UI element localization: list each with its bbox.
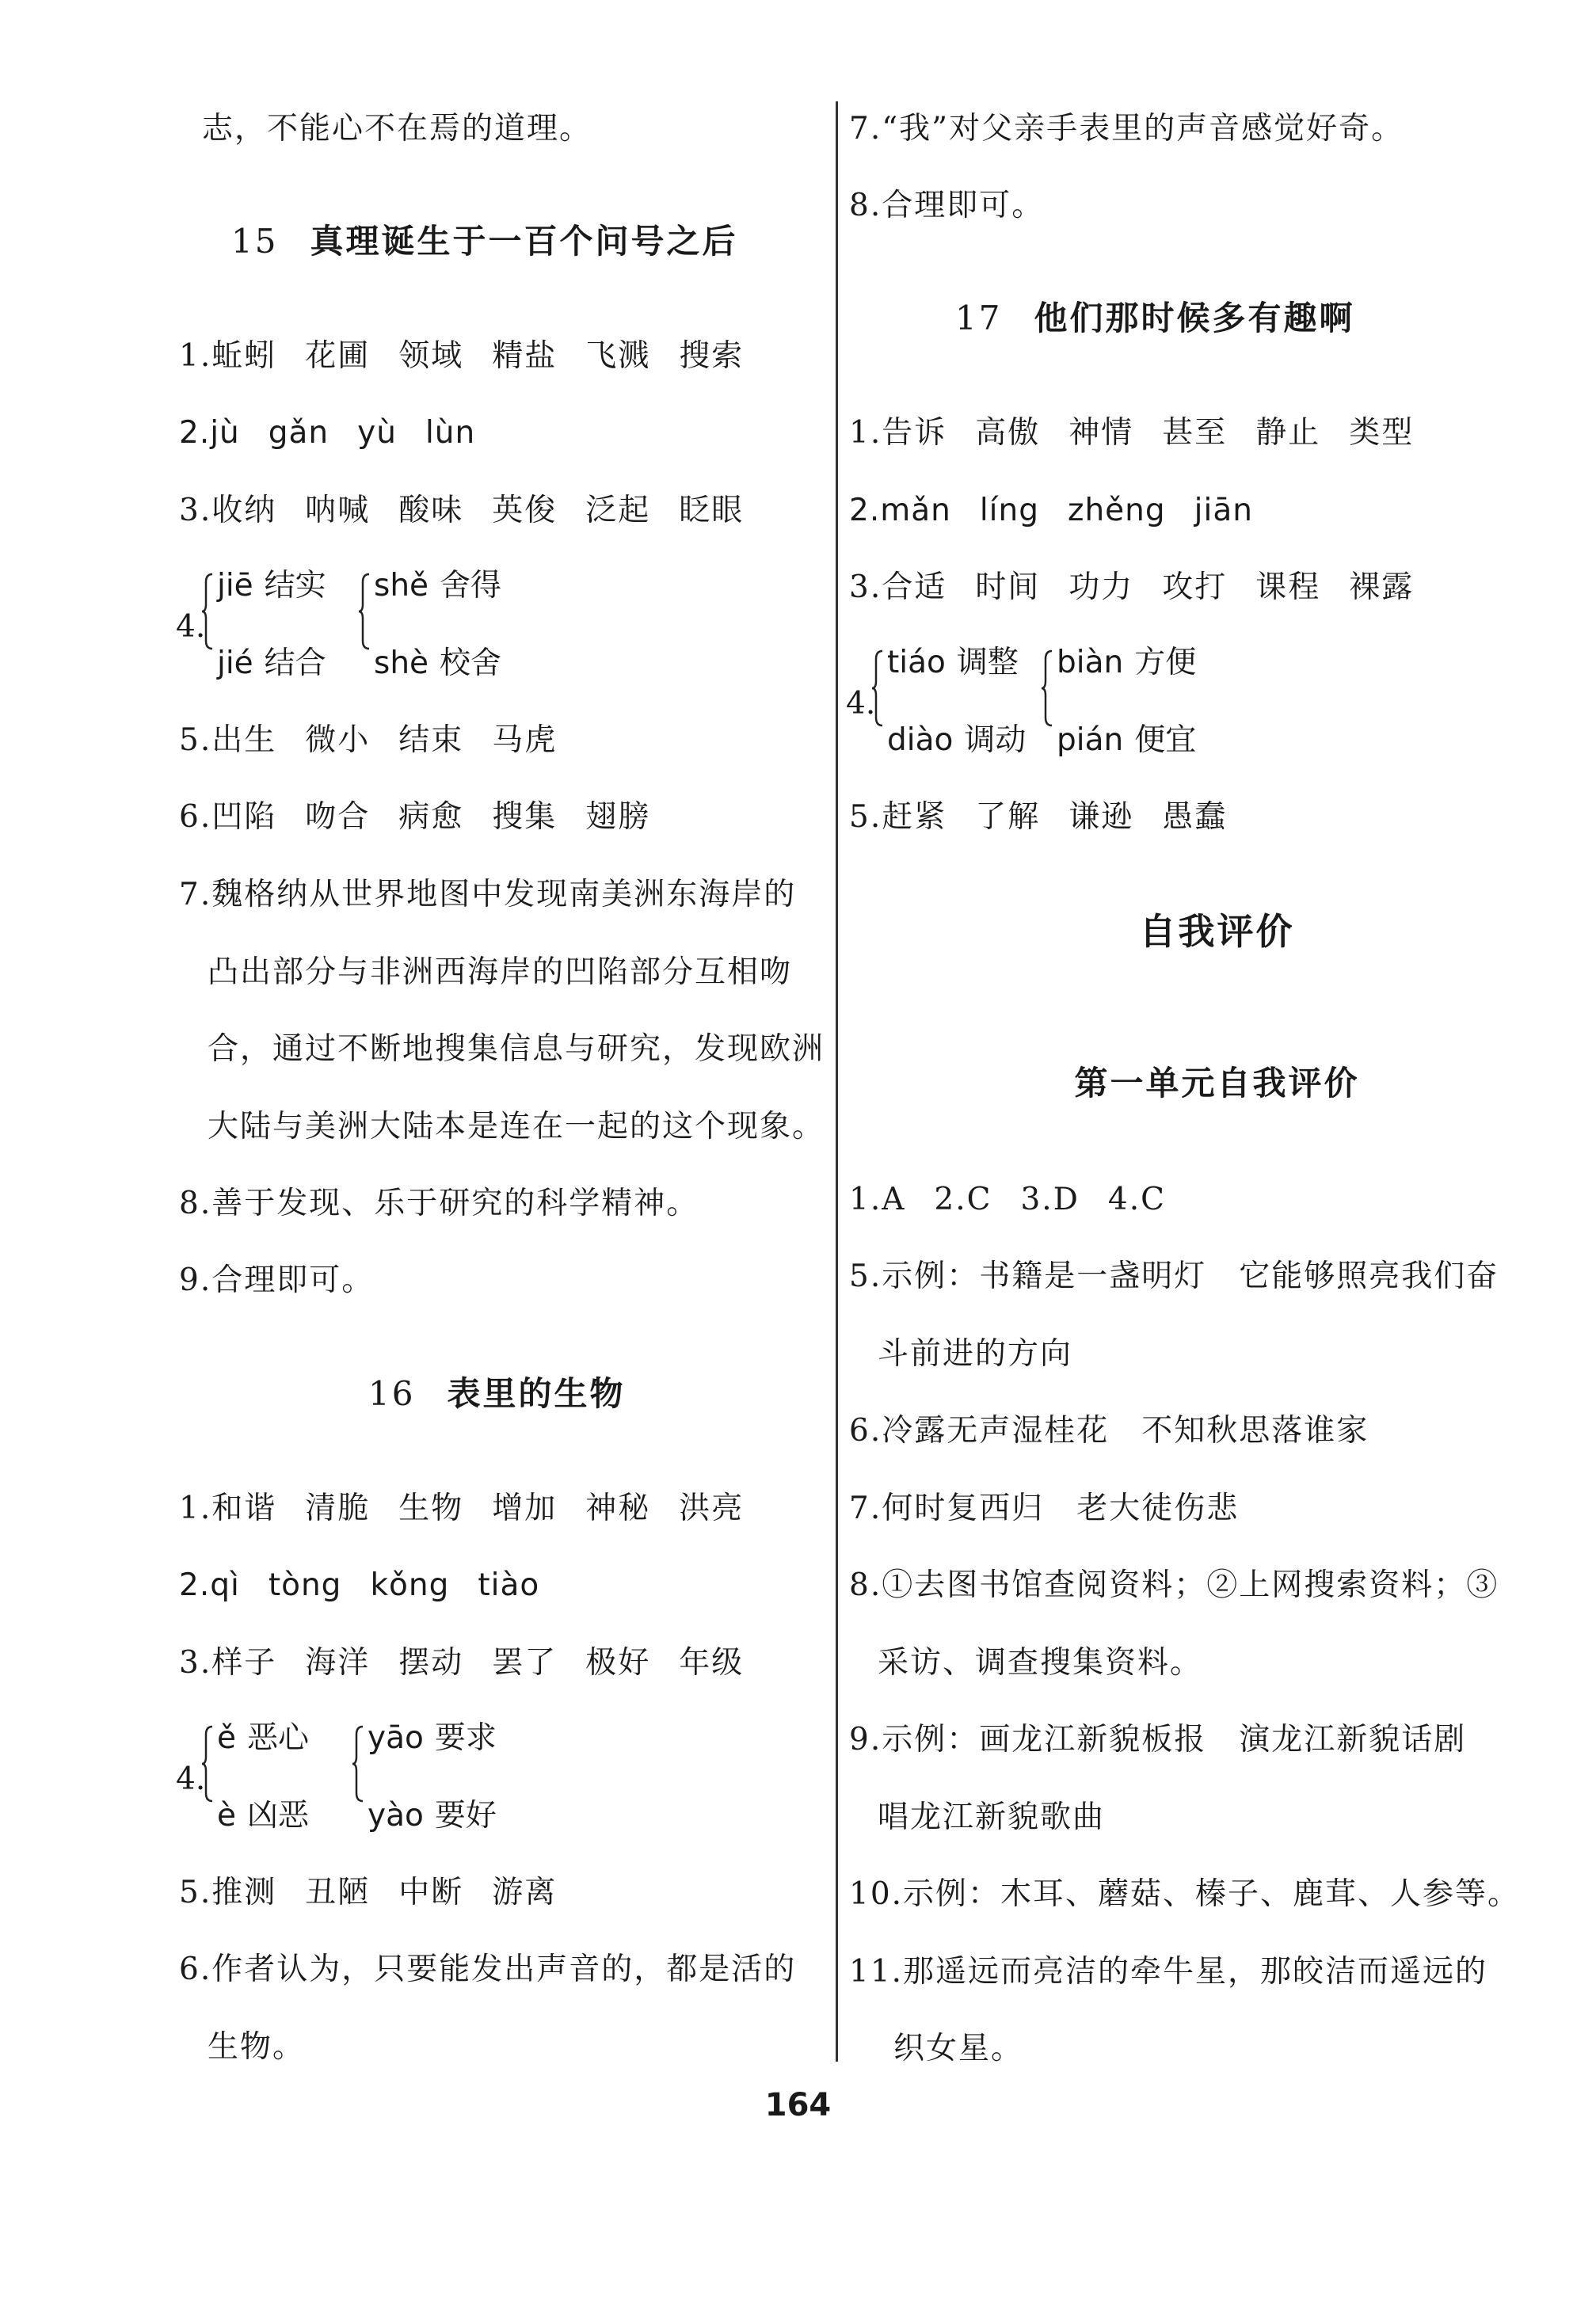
unit1-q6: 6.冷露无声湿桂花 不知秋思落谁家 bbox=[849, 1413, 1369, 1449]
brace-item: diào 调动 bbox=[887, 722, 1027, 758]
unit1-q11-line1: 11.那遥远而亮洁的牵牛星，那皎洁而遥远的 bbox=[849, 1954, 1488, 1990]
left-brace-icon bbox=[352, 1725, 364, 1803]
brace-item: ě 恶心 bbox=[217, 1720, 310, 1756]
s15-q7-line4: 大陆与美洲大陆本是连在一起的这个现象。 bbox=[208, 1109, 825, 1144]
s16-q3: 3.样子 海洋 摆动 罢了 极好 年级 bbox=[179, 1645, 745, 1681]
unit1-eval-heading: 第一单元自我评价 bbox=[1074, 1064, 1360, 1102]
section-17-heading: 17 他们那时候多有趣啊 bbox=[955, 299, 1355, 337]
s16-q6-line2: 生物。 bbox=[208, 2029, 306, 2065]
left-brace-icon bbox=[201, 1725, 214, 1803]
brace-item: jié 结合 bbox=[217, 646, 326, 681]
section-title: 真理诞生于一百个问号之后 bbox=[310, 222, 738, 261]
s15-q2: 2.jù gǎn yù lùn bbox=[179, 415, 476, 451]
brace-item: è 凶恶 bbox=[217, 1798, 310, 1834]
brace-item: yāo 要求 bbox=[368, 1720, 497, 1756]
unit1-q5-line2: 斗前进的方向 bbox=[878, 1336, 1073, 1372]
s15-q1: 1.蚯蚓 花圃 领域 精盐 飞溅 搜索 bbox=[179, 338, 745, 374]
brace-item: tiáo 调整 bbox=[887, 645, 1019, 680]
s17-q2: 2.mǎn líng zhěng jiān bbox=[849, 493, 1253, 528]
s16-q1: 1.和谐 清脆 生物 增加 神秘 洪亮 bbox=[179, 1491, 745, 1526]
unit1-q1-4: 1.A 2.C 3.D 4.C bbox=[849, 1182, 1166, 1217]
unit1-q8-line1: 8.①去图书馆查阅资料；②上网搜索资料；③ bbox=[849, 1567, 1499, 1603]
s16-q4-brace-group: 4. ě 恶心 è 凶恶 yāo 要求 yào 要好 bbox=[176, 1719, 572, 1837]
s17-q1: 1.告诉 高傲 神情 甚至 静止 类型 bbox=[849, 415, 1415, 451]
s15-q7-line1: 7.魏格纳从世界地图中发现南美洲东海岸的 bbox=[179, 877, 797, 912]
s15-q6: 6.凹陷 吻合 病愈 搜集 翅膀 bbox=[179, 799, 651, 835]
s15-q3: 3.收纳 呐喊 酸味 英俊 泛起 眨眼 bbox=[179, 493, 745, 528]
continued-text: 志，不能心不在焉的道理。 bbox=[202, 111, 592, 147]
section-16-heading: 16 表里的生物 bbox=[368, 1374, 626, 1413]
section-15-heading bbox=[231, 219, 737, 264]
s16-q8: 8.合理即可。 bbox=[849, 188, 1045, 223]
brace-item: biàn 方便 bbox=[1057, 645, 1197, 680]
brace-item: pián 便宜 bbox=[1057, 722, 1197, 758]
unit1-q9-line2: 唱龙江新貌歌曲 bbox=[878, 1799, 1106, 1835]
s17-q5: 5.赶紧 了解 谦逊 愚蠢 bbox=[849, 799, 1228, 835]
page-number: 164 bbox=[764, 2087, 832, 2123]
s15-q8: 8.善于发现、乐于研究的科学精神。 bbox=[179, 1186, 699, 1221]
unit1-q7: 7.何时复西归 老大徒伤悲 bbox=[849, 1491, 1240, 1526]
left-brace-icon bbox=[871, 649, 884, 727]
s17-q4-brace-group: 4. tiáo 调整 diào 调动 biàn 方便 pián 便宜 bbox=[846, 643, 1242, 762]
unit1-q9-line1: 9.示例：画龙江新貌板报 演龙江新貌话剧 bbox=[849, 1722, 1467, 1758]
s16-q2: 2.qì tòng kǒng tiào bbox=[179, 1567, 540, 1603]
s15-q5: 5.出生 微小 结束 马虎 bbox=[179, 722, 558, 758]
left-brace-icon bbox=[201, 573, 214, 650]
s15-q7-line3: 合，通过不断地搜集信息与研究，发现欧洲 bbox=[208, 1031, 825, 1067]
s15-q9: 9.合理即可。 bbox=[179, 1262, 375, 1298]
brace-item: yào 要好 bbox=[368, 1798, 497, 1834]
s16-q7: 7.“我”对父亲手表里的声音感觉好奇。 bbox=[849, 111, 1404, 147]
unit1-q10: 10.示例：木耳、蘑菇、榛子、鹿茸、人参等。 bbox=[849, 1876, 1521, 1912]
brace-item: shě 舍得 bbox=[374, 568, 502, 604]
unit1-q8-line2: 采访、调查搜集资料。 bbox=[878, 1645, 1203, 1681]
brace-item: jiē 结实 bbox=[217, 568, 326, 604]
self-eval-title: 自我评价 bbox=[1139, 910, 1295, 953]
section-number: 15 bbox=[231, 222, 279, 261]
s16-q5: 5.推测 丑陋 中断 游离 bbox=[179, 1875, 558, 1910]
s15-q4-brace-group: 4. jiē 结实 jié 结合 shě 舍得 shè 校舍 bbox=[176, 566, 572, 685]
s17-q3: 3.合适 时间 功力 攻打 课程 裸露 bbox=[849, 569, 1415, 605]
left-brace-icon bbox=[358, 573, 371, 650]
s16-q6-line1: 6.作者认为，只要能发出声音的，都是活的 bbox=[179, 1952, 797, 1987]
unit1-q5-line1: 5.示例：书籍是一盏明灯 它能够照亮我们奋 bbox=[849, 1259, 1499, 1294]
left-brace-icon bbox=[1041, 649, 1053, 727]
s15-q7-line2: 凸出部分与非洲西海岸的凹陷部分互相吻 bbox=[208, 954, 793, 990]
brace-item: shè 校舍 bbox=[374, 646, 502, 681]
unit1-q11-line2: 织女星。 bbox=[893, 2031, 1024, 2066]
